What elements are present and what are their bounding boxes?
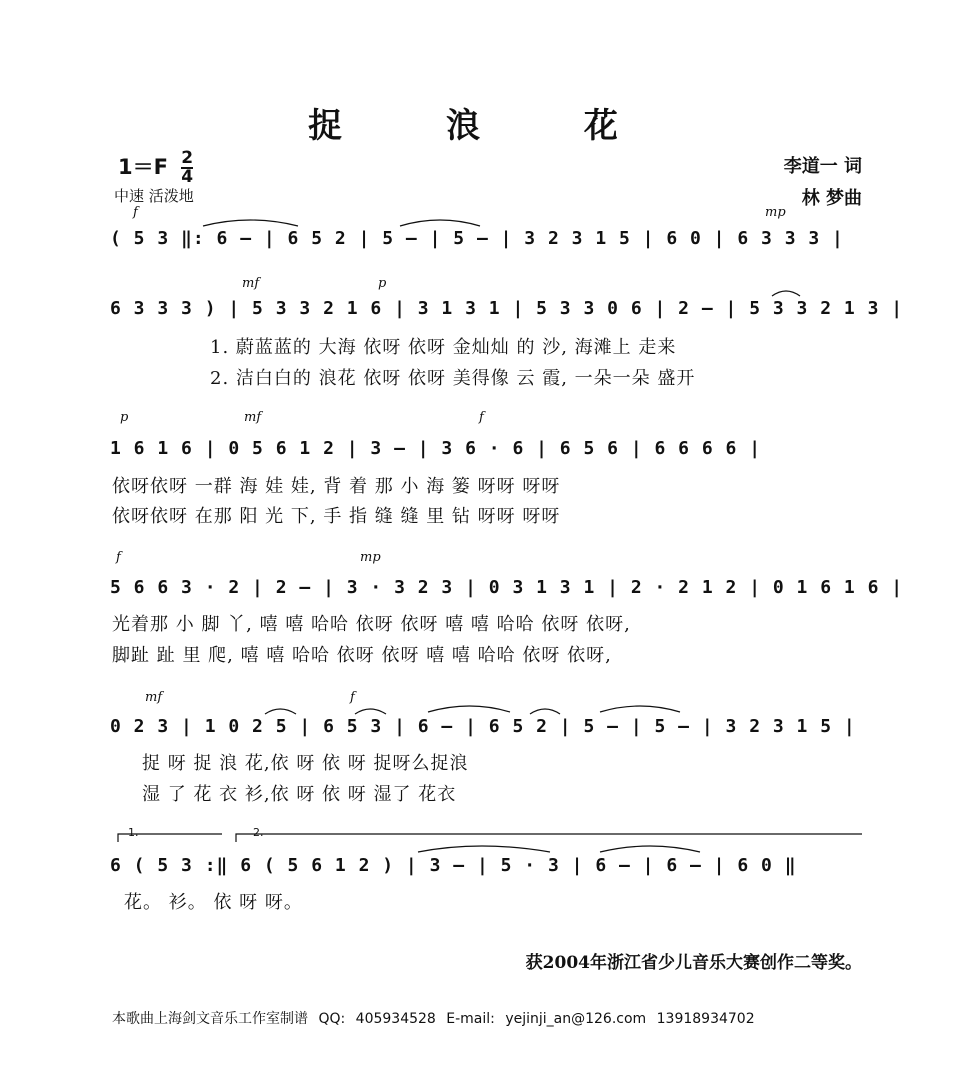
slur	[600, 706, 680, 712]
dynamic-mark: mp	[765, 205, 786, 220]
lyric-line: 湿 了 花 衣 衫,依 呀 依 呀 湿了 花衣	[142, 784, 457, 805]
dynamic-mark: mf	[145, 690, 163, 705]
slur	[600, 846, 700, 852]
dynamic-mark: f	[133, 205, 138, 220]
award-note: 获2004年浙江省少儿音乐大赛创作二等奖。	[525, 953, 862, 973]
volta-bracket	[118, 834, 222, 842]
volta-bracket	[236, 834, 862, 842]
score-line: 5 6 6 3 · 2 | 2 – | 3 · 3 2 3 | 0 3 1 3 1 | 2 · 2 1 2 | 0 1 6 1 6 |	[110, 577, 904, 598]
slur	[772, 291, 800, 296]
slur	[203, 220, 298, 226]
lyric-line: 依呀依呀 一群 海 娃 娃, 背 着 那 小 海 篓 呀呀 呀呀	[112, 476, 561, 497]
score-line: 1 6 1 6 | 0 5 6 1 2 | 3 – | 3 6 · 6 | 6 5 6 | 6 6 6 6 |	[110, 438, 762, 459]
lyric-line: 花。 衫。 依 呀 呀。	[124, 892, 303, 913]
time-top: 2	[181, 148, 194, 168]
slur	[418, 846, 550, 852]
dynamic-mark: mf	[244, 410, 262, 425]
score-line: ( 5 3 ‖: 6 – | 6 5 2 | 5 – | 5 – | 3 2 3 1 5 | 6 0 | 6 3 3 3 |	[110, 228, 844, 249]
score-line: 6 ( 5 3 :‖ 6 ( 5 6 1 2 ) | 3 – | 5 · 3 | 6 – | 6 – | 6 0 ‖	[110, 855, 797, 876]
dynamic-mark: p	[378, 276, 387, 291]
composer-credit: 林 梦曲	[801, 188, 862, 209]
footer-credit: 本歌曲上海剑文音乐工作室制谱 QQ: 405934528 E-mail: yejinji_an@126.com 13918934702	[112, 1011, 755, 1027]
key-label: 1＝F	[118, 155, 168, 179]
score-line: 0 2 3 | 1 0 2 5 | 6 5 3 | 6 – | 6 5 2 | 5 – | 5 – | 3 2 3 1 5 |	[110, 716, 856, 737]
dynamic-mark: f	[116, 550, 121, 565]
slur	[265, 709, 296, 714]
slur	[530, 709, 560, 714]
tempo-marking: 中速 活泼地	[114, 187, 194, 205]
lyric-line: 2. 洁白白的 浪花 依呀 依呀 美得像 云 霞, 一朵一朵 盛开	[210, 368, 696, 389]
lyric-line: 捉 呀 捉 浪 花,依 呀 依 呀 捉呀么捉浪	[142, 753, 469, 774]
dynamic-mark: mp	[360, 550, 381, 565]
lyricist-credit: 李道一 词	[783, 156, 862, 177]
slur	[400, 220, 480, 226]
score-line: 6 3 3 3 ) | 5 3 3 2 1 6 | 3 1 3 1 | 5 3 3 0 6 | 2 – | 5 3 3 2 1 3 |	[110, 298, 904, 319]
dynamic-mark: f	[350, 690, 355, 705]
song-title: 捉 浪 花	[308, 106, 664, 146]
volta-first: 1.	[128, 826, 139, 839]
lyric-line: 1. 蔚蓝蓝的 大海 依呀 依呀 金灿灿 的 沙, 海滩上 走来	[210, 337, 677, 358]
dynamic-mark: p	[120, 410, 129, 425]
lyric-line: 光着那 小 脚 丫, 嘻 嘻 哈哈 依呀 依呀 嘻 嘻 哈哈 依呀 依呀,	[112, 614, 631, 635]
lyric-line: 依呀依呀 在那 阳 光 下, 手 指 缝 缝 里 钻 呀呀 呀呀	[112, 506, 561, 527]
time-bottom: 4	[181, 167, 194, 187]
slur	[428, 706, 510, 712]
dynamic-mark: f	[479, 410, 484, 425]
dynamic-mark: mf	[242, 276, 260, 291]
lyric-line: 脚趾 趾 里 爬, 嘻 嘻 哈哈 依呀 依呀 嘻 嘻 哈哈 依呀 依呀,	[112, 645, 612, 666]
slur	[355, 709, 386, 714]
volta-second: 2.	[253, 826, 264, 839]
